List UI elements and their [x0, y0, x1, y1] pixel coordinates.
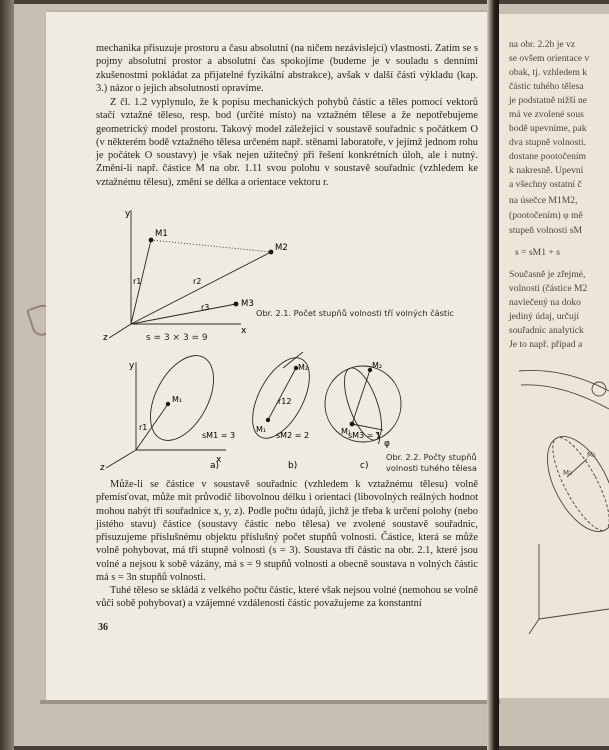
fig1-point-m1: M1 — [155, 229, 168, 239]
book-gutter — [487, 0, 499, 750]
right-line: na obr. 2.2b je vz — [509, 39, 576, 50]
right-line: stupeň volnosti sM — [509, 225, 583, 236]
right-line: dva stupně volnosti. — [509, 137, 587, 148]
right-line: bodě upevníme, pak — [509, 123, 587, 134]
fig2-point-m2-c: M₂ — [372, 361, 383, 370]
fig1-point-m3: M3 — [241, 299, 254, 309]
fig1-vector-r3: r3 — [201, 303, 210, 312]
figure-2-2 — [98, 340, 418, 470]
fig1-vector-r2: r2 — [193, 277, 202, 286]
fig1-caption: Obr. 2.1. Počet stupňů volnosti tří volných částic — [256, 308, 454, 318]
fig2-point-m1-a: M₁ — [172, 395, 183, 404]
fig1-axis-y: y — [125, 209, 131, 219]
right-fig-label-m3: M₃ — [563, 469, 572, 477]
fig2-point-m2-b: M₂ — [298, 363, 309, 372]
fig2-axis-y: y — [129, 361, 135, 371]
right-page-figure — [499, 359, 609, 639]
right-line: se ovšem orientace v — [509, 53, 590, 64]
fig2-panel-b: b) — [288, 461, 298, 470]
fig2-dof-c: sM3 = 1 — [348, 431, 382, 440]
page-bottom-edge — [40, 700, 500, 704]
right-line: má ve zvolené sous — [509, 109, 584, 120]
paragraph-4: Tuhé těleso se skládá z velkého počtu částic, které však nejsou volné (nemohou se volně vůči sobě pohybovat) a vzájemné vzdálenosti částic považujeme za konstantní — [96, 585, 478, 610]
figure-2-1 — [101, 200, 321, 340]
right-line: souřadnic analytick — [509, 325, 584, 336]
fig2-angle-phi: φ — [384, 439, 390, 449]
fig2-point-m1-c: M₁ — [341, 427, 352, 436]
paragraph-1: mechanika přisuzuje prostoru a času absolutní (na ničem nezávislejcí) vlastnosti. Zatím se s pojmy absolutní prostor a absolutní čas spokojíme (budeme je v souladu s denními zkušenostmi pokládat za přijatelné fyzikální abstrakce), avšak v další části výkladu (kap. 3.) názor o jejich absolutnosti opravíme. — [96, 43, 478, 94]
fig1-equation: s = 3 × 3 = 9 — [146, 333, 208, 343]
right-line: dostane pootočením — [509, 151, 586, 162]
right-line: na úsečce M1M2, — [509, 195, 578, 206]
right-line: volnosti (částice M2 — [509, 283, 588, 294]
fig1-point-m2: M2 — [275, 243, 288, 253]
fig2-axis-x: x — [216, 455, 222, 465]
right-line: k nakresně. Upevní — [509, 165, 584, 176]
fig2-vector-r12: r12 — [278, 397, 292, 406]
fig2-caption: Obr. 2.2. Počty stupňů volnosti tuhého tělesa — [386, 452, 477, 473]
fig2-point-m1-b: M₁ — [256, 425, 267, 434]
fig1-vector-r1: r1 — [133, 277, 142, 286]
right-line: je podstatně nižší ne — [509, 95, 588, 106]
right-line: navlečený na doko — [509, 297, 581, 308]
right-line: (pootočením) φ mě — [509, 210, 583, 221]
fig2-dof-b: sM2 = 2 — [276, 431, 310, 440]
right-line: částic tuhého tělesa — [509, 81, 584, 92]
fig2-dof-a: sM1 = 3 — [202, 431, 236, 440]
right-line: a všechny ostatní č — [509, 179, 582, 190]
right-page — [499, 14, 609, 698]
fig1-axis-x: x — [241, 326, 247, 336]
right-line: obak, tj. vzhledem k — [509, 67, 588, 78]
fig2-panel-c: c) — [360, 461, 369, 470]
fig2-vector-r1: r1 — [139, 423, 148, 432]
right-line: Současně je zřejmé, — [509, 269, 586, 280]
paragraph-3: Může-li se částice v soustavě souřadnic (vzhledem k vztažnému tělesu) volně přemísťovat, může mít průvodič libovolnou délku i orientaci (libovolných reálných hodnot mohou nabýt tři souřadnice x, y, z). Podle počtu údajů, jichž je třeba k určení polohy (nebo jistého stavu) částice (soustavy částic nebo tělesa) ve zvolené soustavě souřadnic, přisuzujeme příslušnému objektu příslušný počet stupňů volnosti. Částice, která se může volně pohybovat, má tři stupně volnosti (s = 3). Soustava tří částic na obr. 2.1, které jsou volné a nejsou k sobě vázány, má s = 9 stupňů volnosti a obecně soustava n volných částic má s = 3n stupňů volnosti. — [96, 479, 478, 583]
right-line: Je to např. případ a — [509, 339, 583, 350]
paragraph-2: Z čl. 1.2 vyplynulo, že k popisu mechanických pohybů částic a těles pomocí vektorů stačí vztažné těleso, resp. bod (určité místo) na vztažném tělese a že nepotřebujeme geometrický model prostoru. Takový model záležející v soustavě souřadnic s počátkem O (v některém bodě vztažného tělesa určeném např. stěnami laboratoře, v jejímž jednom rohu je počátek O soustavy) je však nejen užitečný při řešení konkrétních úloh, ale i nutný. Změní-li např. částice M na obr. 1.11 svou polohu v soustavě souřadnic (vzhledem ke vztažnému tělesu), změní se délka a orientace vektoru r. — [96, 97, 478, 188]
fig1-axis-z: z — [103, 333, 108, 340]
right-line: s = sM1 + s — [515, 247, 560, 258]
left-page — [46, 12, 494, 702]
right-fig-label-m2: M₂ — [587, 451, 596, 459]
fig2-axis-z: z — [100, 463, 105, 470]
fig2-panel-a: a) — [210, 461, 220, 470]
right-line: jediný údaj, určují — [509, 311, 580, 322]
page-number: 36 — [98, 622, 108, 633]
cover-edge-shadow — [0, 0, 14, 750]
